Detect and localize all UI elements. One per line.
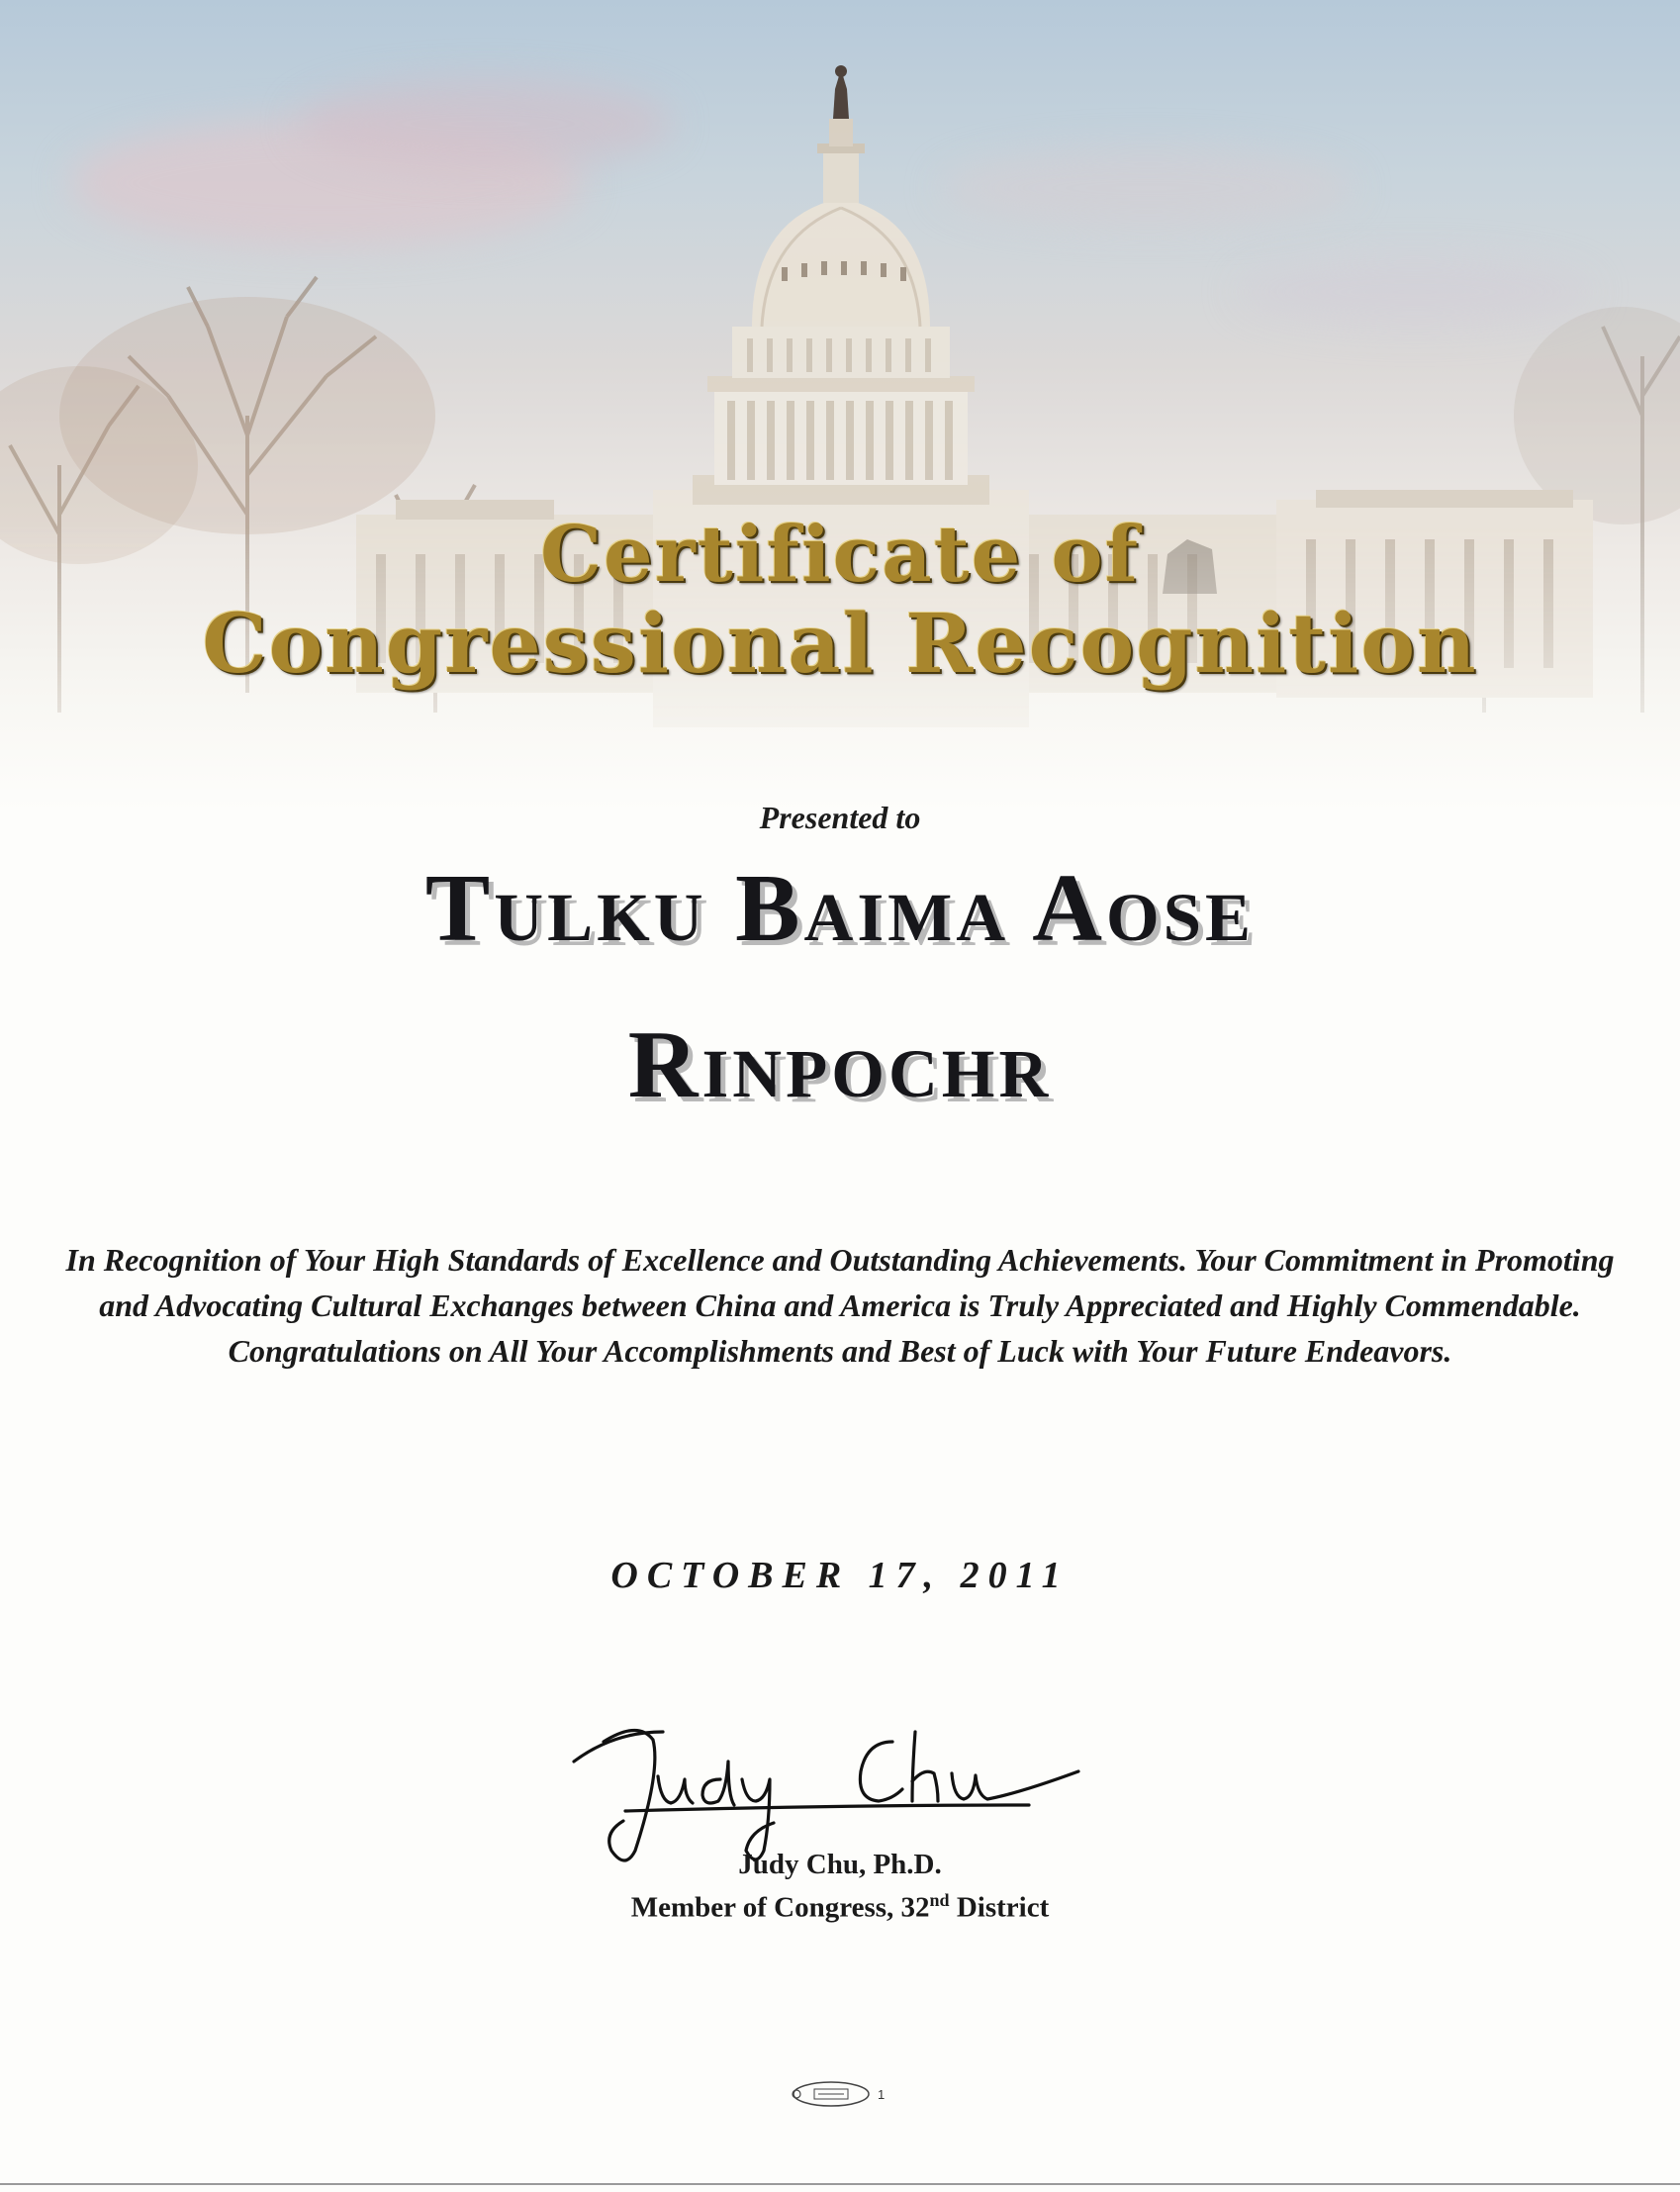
certificate-title-line-2: Congressional Recognition: [202, 597, 1478, 692]
union-bug-number: 1: [878, 2087, 886, 2102]
signer-title: [0, 1890, 1680, 1925]
signer-title-ordinal: nd: [929, 1890, 950, 1910]
citation-text: In Recognition of Your High Standards of Excellence and Outstanding Achievements. Your Commitment in Promoting and Advocating Cultural Exchanges between China and America is Truly Appreciated and Highly Commendable. Congratulations on All Your Accomplishments and Best of Luck with Your Future Endeavors.: [65, 1242, 1615, 1369]
recipient-name-line-2: Rinpochr: [627, 1011, 1053, 1118]
bottom-edge: [0, 2183, 1680, 2185]
signer-title-prefix: Member of Congress, 32: [630, 1891, 930, 1924]
handwritten-signature-icon: [544, 1702, 1098, 1870]
presented-to-label: Presented to: [759, 800, 921, 835]
signer-name: Judy Chu, Ph.D.: [738, 1849, 942, 1880]
signer-title-suffix: District: [949, 1891, 1050, 1924]
printer-union-label-icon: [787, 2078, 890, 2110]
certificate-title-line-1: Certificate of: [539, 510, 1141, 600]
certificate-date: OCTOBER 17, 2011: [610, 1555, 1070, 1596]
recipient-name-line-1: Tulku Baima Aose: [424, 855, 1256, 962]
